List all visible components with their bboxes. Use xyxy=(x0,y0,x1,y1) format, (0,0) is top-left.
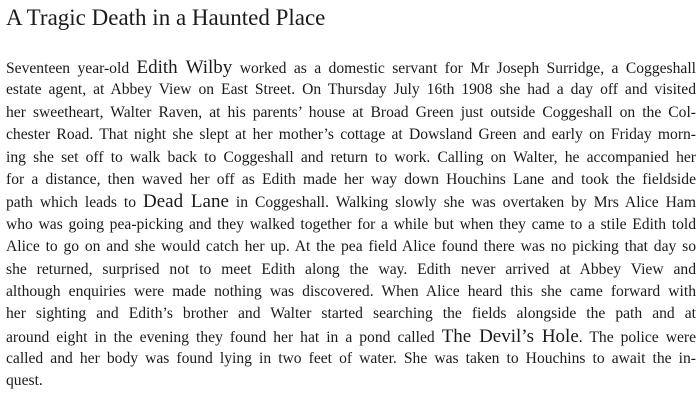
text-segment: ing she set off to walk back to Coggeshall and return to work. Calling on Walter, he accompanied her xyxy=(6,148,696,166)
text-line xyxy=(6,147,696,169)
text-segment: Seventeen year-old xyxy=(6,60,137,77)
text-line xyxy=(6,79,696,101)
text-segment: her sighting and Edith’s brother and Walter started searching the fields alongside the path and at xyxy=(6,305,696,323)
text-segment: worked as a domestic servant for Mr Joseph Surridge, a Coggeshall xyxy=(232,60,696,77)
text-segment: path which leads to xyxy=(6,194,144,212)
text-segment: she returned, surprised not to meet Edith along the way. Edith never arrived at Abbey View and xyxy=(6,260,696,278)
text-segment: for a distance, then waved her off as Edith made her way down Houchins Lane and took the fieldside xyxy=(6,170,696,188)
text-line xyxy=(6,326,696,348)
article-body xyxy=(6,57,696,393)
text-line xyxy=(6,191,696,213)
text-segment: who was going pea-picking and they walked together for a while but when they came to a stile Edith told xyxy=(6,215,696,233)
emphasized-name: Edith Wilby xyxy=(136,57,233,78)
text-line xyxy=(6,169,696,191)
text-line xyxy=(6,259,696,281)
text-segment: chester Road. That night she slept at her mother’s cottage at Dowsland Green and early on Friday morn- xyxy=(6,126,696,144)
text-segment: Alice to go on and she would catch her up. At the pea field Alice found there was no picking that day so xyxy=(6,238,696,256)
text-segment: around eight in the evening they found her hat in a pond called xyxy=(6,328,442,346)
text-line xyxy=(6,348,696,370)
article-title: A Tragic Death in a Haunted Place xyxy=(6,5,326,30)
text-line xyxy=(6,281,696,303)
text-segment: in Coggeshall. Walking slowly she was overtaken by Mrs Alice Ham xyxy=(228,194,696,212)
text-segment: although enquiries were made nothing was discovered. When Alice heard this she came forward with xyxy=(6,282,696,300)
text-segment: . The police were xyxy=(578,328,697,346)
text-line xyxy=(6,57,696,79)
text-segment: quest. xyxy=(6,372,43,390)
emphasized-name: The Devil’s Hole xyxy=(441,325,579,347)
text-line xyxy=(6,214,696,236)
text-line xyxy=(6,102,696,124)
emphasized-name: Dead Lane xyxy=(143,191,229,213)
text-line xyxy=(6,303,696,325)
text-line xyxy=(6,370,696,392)
text-segment: estate agent, at Abbey View on East Street. On Thursday July 16th 1908 she had a day off and visited xyxy=(6,81,696,99)
text-line xyxy=(6,236,696,258)
text-segment: called and her body was found lying in two feet of water. She was taken to Houchins to await the in- xyxy=(6,350,696,368)
text-segment: her sweetheart, Walter Raven, at his parents’ house at Broad Green just outside Coggeshall on the Col- xyxy=(6,103,696,121)
text-line xyxy=(6,124,696,146)
